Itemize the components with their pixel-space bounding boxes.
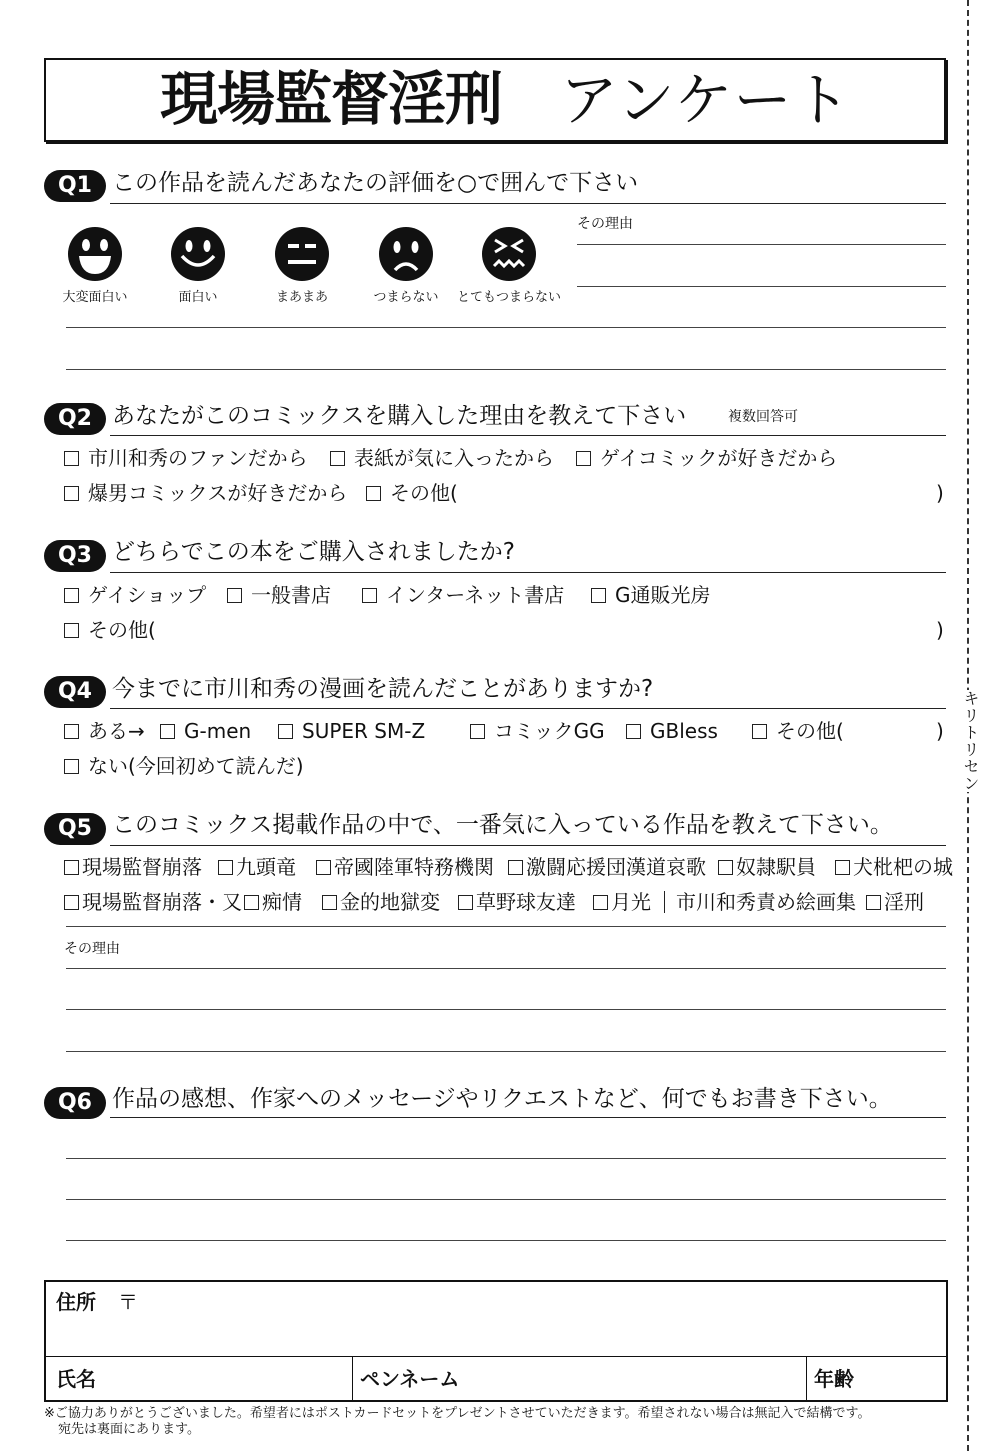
form-column-divider bbox=[806, 1356, 807, 1400]
q6-badge: Q6 bbox=[44, 1087, 106, 1119]
checkbox[interactable] bbox=[362, 588, 377, 603]
q4-question: 今までに市川和秀の漫画を読んだことがありますか? bbox=[112, 676, 654, 702]
checkbox[interactable] bbox=[316, 860, 331, 875]
q5-badge: Q5 bbox=[44, 813, 106, 845]
q3-underline bbox=[110, 572, 946, 573]
q2-option-other[interactable]: その他( bbox=[366, 481, 458, 505]
q4-option[interactable]: GBless bbox=[626, 719, 718, 743]
age-label: 年齢 bbox=[814, 1367, 854, 1391]
q6-answer-line[interactable] bbox=[66, 1199, 946, 1200]
q5-divider bbox=[66, 926, 946, 927]
checkbox[interactable] bbox=[470, 724, 485, 739]
q3-option[interactable]: 一般書店 bbox=[227, 583, 331, 607]
q5-option[interactable]: 痴情 bbox=[244, 890, 302, 914]
q4-badge: Q4 bbox=[44, 676, 106, 708]
q5-option[interactable]: 月光 bbox=[593, 890, 651, 914]
form-row-divider bbox=[46, 1356, 946, 1357]
face-label-sad: つまらない bbox=[373, 290, 439, 305]
q5-option[interactable]: 犬枇杷の城 bbox=[835, 855, 953, 879]
checkbox[interactable] bbox=[227, 588, 242, 603]
footnote-line-1: ※ご協力ありがとうございました。希望者にはポストカードセットをプレゼントさせていただきます。希望されない場合は無記入で結構です。 bbox=[44, 1406, 871, 1421]
checkbox[interactable] bbox=[330, 451, 345, 466]
q3-option[interactable]: インターネット書店 bbox=[362, 583, 564, 607]
q2-option[interactable]: 市川和秀のファンだから bbox=[64, 446, 308, 470]
checkbox[interactable] bbox=[64, 724, 79, 739]
q5-underline bbox=[110, 845, 946, 846]
q1-reason-line[interactable] bbox=[66, 369, 946, 370]
q5-question: このコミックス掲載作品の中で、一番気に入っている作品を教えて下さい。 bbox=[112, 812, 893, 838]
q1-question: この作品を読んだあなたの評価を○で囲んで下さい bbox=[112, 170, 639, 196]
checkbox[interactable] bbox=[591, 588, 606, 603]
q5-reason-line[interactable] bbox=[66, 1051, 946, 1052]
name-label: 氏名 bbox=[56, 1367, 96, 1391]
q5-option[interactable]: 九頭竜 bbox=[218, 855, 296, 879]
checkbox[interactable] bbox=[278, 724, 293, 739]
contact-form-box bbox=[44, 1280, 948, 1402]
checkbox[interactable] bbox=[866, 895, 881, 910]
pen-name-label: ペンネーム bbox=[360, 1367, 460, 1391]
checkbox[interactable] bbox=[244, 895, 259, 910]
checkbox[interactable] bbox=[576, 451, 591, 466]
checkbox[interactable] bbox=[64, 486, 79, 501]
q3-option-other[interactable]: その他( bbox=[64, 618, 156, 642]
form-column-divider bbox=[352, 1356, 353, 1400]
checkbox[interactable] bbox=[218, 860, 233, 875]
q4-option[interactable]: G-men bbox=[160, 719, 251, 743]
q4-option[interactable]: ある→ bbox=[64, 719, 145, 743]
face-label-very-sad: とてもつまらない bbox=[456, 290, 561, 305]
checkbox[interactable] bbox=[64, 588, 79, 603]
q5-option[interactable]: 金的地獄変 bbox=[322, 890, 440, 914]
checkbox[interactable] bbox=[458, 895, 473, 910]
q5-reason-line[interactable] bbox=[66, 968, 946, 969]
q1-badge: Q1 bbox=[44, 170, 106, 202]
survey-title: 現場監督淫刑 bbox=[160, 65, 503, 133]
checkbox[interactable] bbox=[508, 860, 523, 875]
q6-question: 作品の感想、作家へのメッセージやリクエストなど、何でもお書き下さい。 bbox=[112, 1086, 892, 1112]
q4-option-other[interactable]: その他( bbox=[752, 719, 844, 743]
checkbox[interactable] bbox=[64, 623, 79, 638]
q2-option[interactable]: ゲイコミックが好きだから bbox=[576, 446, 837, 470]
q1-reason-label: その理由 bbox=[577, 216, 633, 232]
checkbox[interactable] bbox=[366, 486, 381, 501]
q1-reason-line[interactable] bbox=[577, 286, 946, 287]
q5-option-label: 市川和秀責め絵画集 bbox=[676, 890, 856, 914]
q6-answer-line[interactable] bbox=[66, 1240, 946, 1241]
checkbox[interactable] bbox=[64, 895, 79, 910]
checkbox[interactable] bbox=[64, 451, 79, 466]
q2-badge: Q2 bbox=[44, 403, 106, 435]
q3-close-paren: ) bbox=[936, 618, 944, 642]
q2-underline bbox=[110, 435, 946, 436]
q1-underline bbox=[110, 203, 946, 204]
very-sad-face-icon[interactable] bbox=[481, 226, 537, 282]
happy-face-icon[interactable] bbox=[170, 226, 226, 282]
survey-subtitle: アンケート bbox=[560, 66, 852, 134]
checkbox[interactable] bbox=[752, 724, 767, 739]
q2-close-paren: ) bbox=[936, 481, 944, 505]
q5-option[interactable]: 現場監督崩落・又 bbox=[64, 890, 242, 914]
footnote-line-2: 宛先は裏面にあります。 bbox=[58, 1422, 200, 1437]
checkbox[interactable] bbox=[64, 759, 79, 774]
postal-mark: 〒 bbox=[118, 1290, 138, 1314]
q4-option-no[interactable]: ない(今回初めて読んだ) bbox=[64, 754, 304, 778]
checkbox[interactable] bbox=[160, 724, 175, 739]
q2-option[interactable]: 表紙が気に入ったから bbox=[330, 446, 554, 470]
q2-option[interactable]: 爆男コミックスが好きだから bbox=[64, 481, 347, 505]
sad-face-icon[interactable] bbox=[378, 226, 434, 282]
q5-option[interactable]: 現場監督崩落 bbox=[64, 855, 202, 879]
q5-reason-line[interactable] bbox=[66, 1009, 946, 1010]
address-label: 住所 bbox=[56, 1290, 96, 1314]
q3-question: どちらでこの本をご購入されましたか? bbox=[112, 539, 515, 565]
q3-option[interactable]: G通販光房 bbox=[591, 583, 711, 607]
face-label-very-happy: 大変面白い bbox=[62, 290, 128, 305]
q5-reason-label: その理由 bbox=[64, 941, 120, 957]
checkbox[interactable] bbox=[626, 724, 641, 739]
checkbox[interactable] bbox=[718, 860, 733, 875]
q6-answer-line[interactable] bbox=[66, 1158, 946, 1159]
q5-option[interactable]: 草野球友達 bbox=[458, 890, 576, 914]
q1-reason-line[interactable] bbox=[577, 244, 946, 245]
q3-option[interactable]: ゲイショップ bbox=[64, 583, 206, 607]
q2-question: あなたがこのコミックスを購入した理由を教えて下さい bbox=[112, 403, 687, 429]
q5-option[interactable]: 帝國陸軍特務機関 bbox=[316, 855, 494, 879]
face-label-neutral: まあまあ bbox=[275, 290, 328, 305]
face-label-happy: 面白い bbox=[178, 290, 218, 305]
q5-option[interactable]: 奴隷駅員 bbox=[718, 855, 816, 879]
q3-badge: Q3 bbox=[44, 540, 106, 572]
q4-option[interactable]: コミックGG bbox=[470, 719, 605, 743]
checkbox[interactable] bbox=[64, 860, 79, 875]
q1-reason-line[interactable] bbox=[66, 327, 946, 328]
checkbox[interactable] bbox=[835, 860, 850, 875]
q4-close-paren: ) bbox=[936, 719, 944, 743]
q6-underline bbox=[110, 1117, 946, 1118]
q4-option[interactable]: SUPER SM-Z bbox=[278, 719, 425, 743]
neutral-face-icon[interactable] bbox=[274, 226, 330, 282]
very-happy-face-icon[interactable] bbox=[67, 226, 123, 282]
cut-line-label: キリトリセン bbox=[957, 690, 979, 792]
q2-note: 複数回答可 bbox=[728, 409, 798, 425]
q5-option[interactable]: 激闘応援団漢道哀歌 bbox=[508, 855, 706, 879]
q5-option[interactable]: 淫刑 bbox=[866, 890, 924, 914]
checkbox[interactable] bbox=[322, 895, 337, 910]
q4-underline bbox=[110, 708, 946, 709]
q5-option-separator bbox=[664, 891, 665, 913]
checkbox[interactable] bbox=[593, 895, 608, 910]
